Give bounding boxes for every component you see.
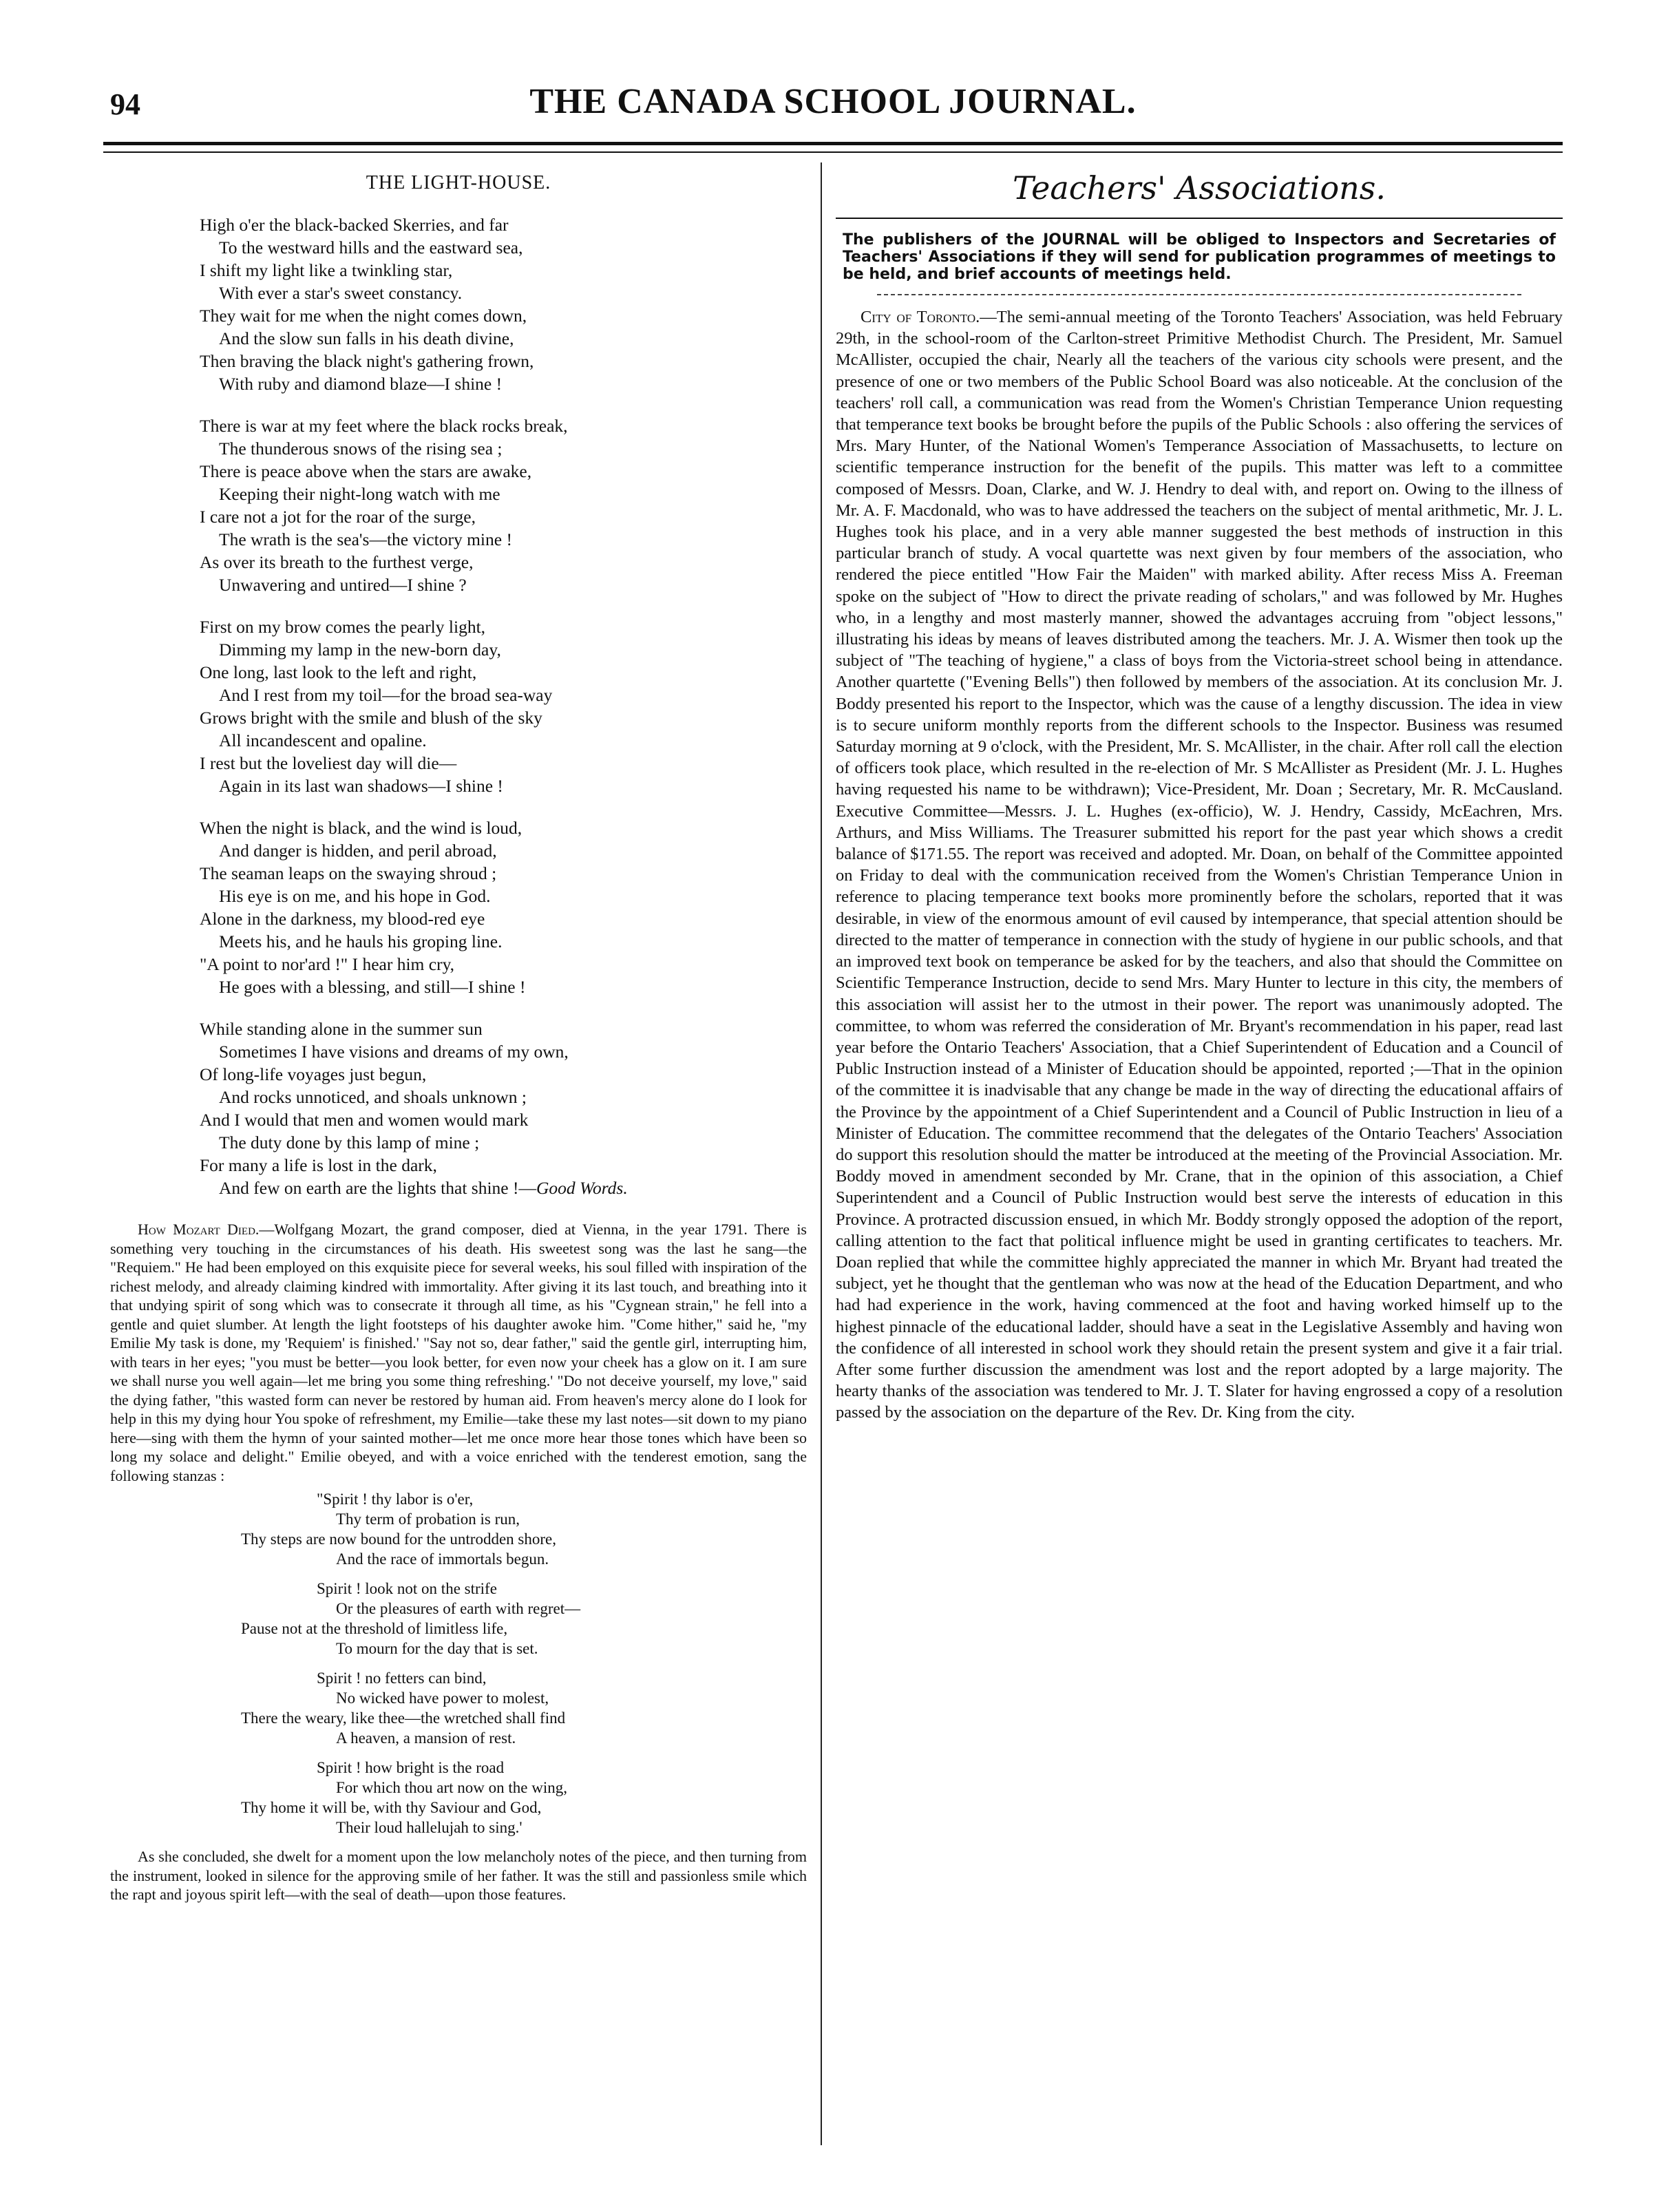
poem-line xyxy=(200,236,807,259)
poem-line xyxy=(200,505,807,528)
poem-line xyxy=(200,817,807,839)
poem-stanza xyxy=(200,414,807,596)
poem-line xyxy=(200,661,807,684)
left-column xyxy=(110,165,807,1904)
hymn xyxy=(241,1489,807,1837)
poem-line xyxy=(200,551,807,573)
poem-line-text: Of long-life voyages just begun, xyxy=(200,1064,427,1084)
poem-line xyxy=(200,1108,807,1131)
header-rule-thin xyxy=(103,151,1563,153)
poem-line-text: First on my brow comes the pearly light, xyxy=(200,617,486,637)
poem-line-text: For many a life is lost in the dark, xyxy=(200,1155,437,1175)
poem-line-text: And rocks unnoticed, and shoals unknown ; xyxy=(219,1087,527,1107)
header-rule xyxy=(103,142,1563,145)
poem-line xyxy=(200,976,807,998)
poem-body xyxy=(110,213,807,1199)
poem-title: THE LIGHT-HOUSE. xyxy=(366,172,551,193)
hymn-line: Thy term of probation is run, xyxy=(336,1510,520,1528)
poem-line xyxy=(200,1040,807,1063)
poem-line-text: High o'er the black-backed Skerries, and far xyxy=(200,215,509,235)
poem-line-text: And danger is hidden, and peril abroad, xyxy=(219,841,497,861)
poem-line xyxy=(200,729,807,752)
poem-line-text: I care not a jot for the roar of the surge, xyxy=(200,507,476,527)
poem-line xyxy=(200,862,807,885)
hymn-line: Spirit ! look not on the strife xyxy=(317,1580,497,1597)
poem-line xyxy=(200,1154,807,1177)
poem-line-text: There is war at my feet where the black rocks break, xyxy=(200,416,568,436)
report-lead: City of Toronto. xyxy=(861,308,980,326)
hymn-line: For which thou art now on the wing, xyxy=(336,1779,568,1796)
poem-line xyxy=(200,1086,807,1108)
poem-line-text: There is peace above when the stars are awake, xyxy=(200,461,532,481)
poem-line xyxy=(200,327,807,350)
poem-line-text: When the night is black, and the wind is loud, xyxy=(200,818,522,838)
poem-line-text: I shift my light like a twinkling star, xyxy=(200,260,453,280)
poem-line-text: The wrath is the sea's—the victory mine ! xyxy=(219,529,512,549)
poem-line-text: Sometimes I have visions and dreams of my own, xyxy=(219,1042,569,1062)
poem-stanza xyxy=(200,1018,807,1199)
poem-line xyxy=(200,282,807,304)
poem-line xyxy=(200,1018,807,1040)
poem-stanza xyxy=(200,615,807,797)
hymn-stanza xyxy=(241,1579,807,1658)
hymn-stanza xyxy=(241,1758,807,1837)
poem-line xyxy=(200,752,807,775)
mozart-lead: How Mozart Died. xyxy=(138,1221,260,1238)
poem-line xyxy=(200,1131,807,1154)
poem-line xyxy=(200,213,807,236)
hymn-line: No wicked have power to molest, xyxy=(336,1689,549,1707)
poem-line-text: He goes with a blessing, and still—I shine ! xyxy=(219,977,526,997)
poem-line xyxy=(200,483,807,505)
poem-line xyxy=(200,684,807,706)
poem-line-text: "A point to nor'ard !" I hear him cry, xyxy=(200,954,455,974)
poem-line xyxy=(200,615,807,638)
publishers-notice: The publishers of the JOURNAL will be obliged to Inspectors and Secretaries of Teachers' Associations if they will send for publication programmes of meetings to be held, and brief accounts of meetings held. xyxy=(843,231,1556,283)
hymn-stanza xyxy=(241,1668,807,1748)
toronto-report xyxy=(836,306,1563,1424)
hymn-line: Pause not at the threshold of limitless life, xyxy=(241,1620,508,1637)
poem-line-text: One long, last look to the left and right, xyxy=(200,662,477,682)
poem-line-text: Then braving the black night's gathering frown, xyxy=(200,351,534,371)
poem-line-text: And I would that men and women would mark xyxy=(200,1110,529,1130)
section-title: Teachers' Associations. xyxy=(1012,169,1386,207)
poem-line xyxy=(200,775,807,797)
poem-line-text: While standing alone in the summer sun xyxy=(200,1019,483,1039)
poem-line-text: His eye is on me, and his hope in God. xyxy=(219,886,491,906)
dash-divider xyxy=(877,294,1521,297)
hymn-line: To mourn for the day that is set. xyxy=(336,1640,538,1657)
poem-line xyxy=(200,259,807,282)
mozart-ending: As she concluded, she dwelt for a moment upon the low melancholy notes of the piece, and then turning from the instrument, looked in silence for the approving smile of her father. It was the still and passionless smile which the rapt and joyous spirit left—with the seal of death—upon those features. xyxy=(110,1848,807,1903)
hymn-line: And the race of immortals begun. xyxy=(336,1550,549,1568)
poem-line-text: Grows bright with the smile and blush of the sky xyxy=(200,708,542,728)
poem-line-text: Unwavering and untired—I shine ? xyxy=(219,575,467,595)
poem-line-text: They wait for me when the night comes down, xyxy=(200,306,527,326)
poem-line xyxy=(200,372,807,395)
poem-line-text: I rest but the loveliest day will die— xyxy=(200,753,457,773)
poem-line xyxy=(200,907,807,930)
hymn-line: "Spirit ! thy labor is o'er, xyxy=(317,1491,474,1508)
poem-line-text: Keeping their night-long watch with me xyxy=(219,484,500,504)
section-rule xyxy=(836,218,1563,219)
hymn-line: Their loud hallelujah to sing.' xyxy=(336,1819,522,1836)
hymn-line: Thy steps are now bound for the untrodden shore, xyxy=(241,1530,556,1548)
poem-line xyxy=(200,304,807,327)
hymn-line: Spirit ! no fetters can bind, xyxy=(317,1669,487,1687)
poem-source: Good Words. xyxy=(536,1178,628,1198)
poem-line xyxy=(200,350,807,372)
poem-line-text: The thunderous snows of the rising sea ; xyxy=(219,439,503,459)
report-body: —The semi-annual meeting of the Toronto Teachers' Association, was held February 29th, in the school-room of the Carlton-street Primitive Methodist Church. The President, Mr. Samuel McAllister, occupied the chair, Nearly all the teachers of the various city schools were present, and the presence of one or two members of the Public School Board was also noticeable. At the conclusion of the teachers' roll call, a communication was read from the Women's Christian Temperance Union requesting that temperance text books be brought before the pupils of the Public Schools : also offering the services of Mrs. Mary Hunter, of the National Women's Temperance Association of Massachusetts, to lecture on scientific temperance instruction for the benefit of the pupils. This matter was left to a committee composed of Messrs. Doan, Clarke, and W. J. Hendry to deal with, and report on. Owing to the illness of Mr. A. F. Macdonald, who was to have addressed the teachers on the subject of mental arithmetic, Mr. J. L. Hughes took his place, and in a very able manner suggested the best methods of instruction in this particular branch of study. A vocal quartette was next given by four members of the association, who rendered the piece entitled "How Fair the Maiden" with marked ability. After recess Miss A. Freeman spoke on the subject of "How to direct the private reading of scholars," and was followed by Mr. Hughes who, in a lengthy and most masterly manner, showed the advantages accruing from "object lessons," illustrating his ideas by means of leaves distributed among the teachers. Mr. J. A. Wismer then took up the subject of "The teaching of hygiene," a class of boys from the Victoria-street school being in attendance. Another quartette ("Evening Bells") then followed by members of the association. At its conclusion Mr. J. Boddy presented his report to the Inspector, which was the cause of a lengthy discussion. The idea in view is to secure uniform monthly reports from the different schools to the Inspector. Business was resumed Saturday morning at 9 o'clock, with the President, Mr. S. McAllister, in the chair. After roll call the election of officers took place, which resulted in the re-election of Mr. S McAllister as President (Mr. J. L. Hughes having requested his name to be withdrawn); Vice-President, Mr. Doan ; Secretary, Mr. R. McCausland. Executive Committee—Messrs. J. L. Hughes (ex-officio), W. J. Hendry, Cassidy, McEachren, Mrs. Arthurs, and Miss Williams. The Treasurer submitted his report for the past year which shows a credit balance of $171.55. The report was received and adopted. Mr. Doan, on behalf of the Committee appointed on Friday to deal with the communication received from the Women's Christian Temperance Union in reference to placing temperance text books more prominently before the scholars, reported that it was desirable, in view of the enormous amount of evil caused by intemperance, that special attention should be directed to the matter of temperance in connection with the study of hygiene in our public schools, and that an improved text book on temperance be asked for by the teachers, and also that should the Committee on Scientific Temperance Instruction, decide to send Mrs. Mary Hunter to lecture in this city, the members of this association will assist her to the utmost in their power. The report was unanimously adopted. The committee, to whom was referred the consideration of Mr. Bryant's recommendation in his paper, read last year before the Ontario Teachers' Association, that a Chief Superintendent of Education and a Council of Public Instruction instead of a Minister of Education should be appointed, reported ;—That in the opinion of the committee it is inadvisable that any change be made in the way of directing the educational affairs of the Province by the appointment of a Chief Superintendent and a Council of Public Instruction in lieu of a Minister of Education. The committee recommend that the delegates of the Ontario Teachers' Association do support this resolution should the matter be introduced at the meeting of the Provincial Association. Mr. Boddy moved in amendment seconded by Mr. Crane, that in the opinion of this association, a Chief Superintendent and a Council of Public Instruction would best serve the interests of education in this Province. A protracted discussion ensued, in which Mr. Boddy strongly opposed the adoption of the report, calling attention to the fact that political influence might be used in granting certificates to teachers. Mr. Doan replied that while the committee highly appreciated the manner in which Mr. Bryant had treated the subject, yet he thought that the gentleman who was now at the head of the Education Department, and who had had experience in the work, having commenced at the foot and having worked himself up to the highest pinnacle of the educational ladder, should have a seat in the Legislative Assembly and having won the confidence of all interested in school work they should retain the present system and give it a fair trial. After some further discussion the amendment was lost and the report adopted by a large majority. The hearty thanks of the association was tendered to Mr. J. T. Slater for having engrossed a copy of a resolution passed by the association on the departure of the Rev. Dr. King from the city. xyxy=(836,308,1563,1422)
poem-line-text: Again in its last wan shadows—I shine ! xyxy=(219,776,503,796)
poem-line xyxy=(200,885,807,907)
poem-line xyxy=(200,1177,807,1199)
poem-line-text: The duty done by this lamp of mine ; xyxy=(219,1133,480,1152)
poem-stanza xyxy=(200,213,807,395)
poem-line-text: The seaman leaps on the swaying shroud ; xyxy=(200,863,497,883)
poem-line xyxy=(200,573,807,596)
poem-line-text: Alone in the darkness, my blood-red eye xyxy=(200,909,485,929)
hymn-line: Spirit ! how bright is the road xyxy=(317,1759,505,1776)
poem-line xyxy=(200,528,807,551)
poem-line xyxy=(200,437,807,460)
poem-line-text: With ruby and diamond blaze—I shine ! xyxy=(219,374,503,394)
poem-line-text: To the westward hills and the eastward sea, xyxy=(219,238,523,257)
poem-line xyxy=(200,706,807,729)
page-header xyxy=(103,81,1563,136)
poem-line-text: And I rest from my toil—for the broad sea-way xyxy=(219,685,553,705)
page-number: 94 xyxy=(110,87,140,121)
column-divider xyxy=(821,162,822,2145)
mozart-article xyxy=(110,1220,807,1485)
poem-line xyxy=(200,638,807,661)
hymn-line: A heaven, a mansion of rest. xyxy=(336,1729,516,1747)
poem-line-text: All incandescent and opaline. xyxy=(219,730,427,750)
poem-line-text: Meets his, and he hauls his groping line. xyxy=(219,931,503,951)
right-column xyxy=(836,165,1563,1424)
hymn-line: Or the pleasures of earth with regret— xyxy=(336,1600,581,1617)
hymn-stanza xyxy=(241,1489,807,1569)
poem-line xyxy=(200,930,807,953)
poem-line-text: With ever a star's sweet constancy. xyxy=(219,283,463,303)
poem-line xyxy=(200,839,807,862)
poem-line-text: And few on earth are the lights that shine !— xyxy=(219,1178,536,1198)
poem-line xyxy=(200,953,807,976)
poem-line xyxy=(200,1063,807,1086)
journal-title: THE CANADA SCHOOL JOURNAL. xyxy=(529,82,1137,121)
hymn-line: Thy home it will be, with thy Saviour and God, xyxy=(241,1799,542,1816)
poem-line xyxy=(200,460,807,483)
poem-line xyxy=(200,414,807,437)
poem-line-text: As over its breath to the furthest verge, xyxy=(200,552,474,572)
poem-line-text: Dimming my lamp in the new-born day, xyxy=(219,640,501,660)
poem-line-text: And the slow sun falls in his death divine, xyxy=(219,328,514,348)
mozart-body: —Wolfgang Mozart, the grand composer, died at Vienna, in the year 1791. There is something very touching in the circumstances of his death. His sweetest song was the last he sang—the "Requiem." He had been employed on this exquisite piece for several weeks, his soul filled with inspiration of the richest melody, and already claiming kindred with immortality. After giving it its last touch, and breathing into it that undying spirit of song which was to consecrate it through all time, as his "Cygnean strain," he fell into a gentle and quiet slumber. At length the light footsteps of his daughter awoke him. "Come hither," said he, "my Emilie My task is done, my 'Requiem' is finished.' "Say not so, dear father," said the gentle girl, interrupting him, with tears in her eyes; "you must be better—you look better, for even now your cheek has a glow on it. I am sure we shall nurse you well again—let me bring you some thing refreshing.' "Do not deceive yourself, my love," said the dying father, "this wasted form can never be restored by human aid. From heaven's mercy alone do I look for help in this my dying hour You spoke of refreshment, my Emilie—take these my last notes—sit down to my piano here—sing with them the hymn of your sainted mother—let me once more hear those tones which have been so long my solace and delight." Emilie obeyed, and with a voice enriched with the tenderest emotion, sang the following stanzas : xyxy=(110,1221,807,1484)
poem-stanza xyxy=(200,817,807,998)
hymn-line: There the weary, like thee—the wretched shall find xyxy=(241,1709,566,1727)
